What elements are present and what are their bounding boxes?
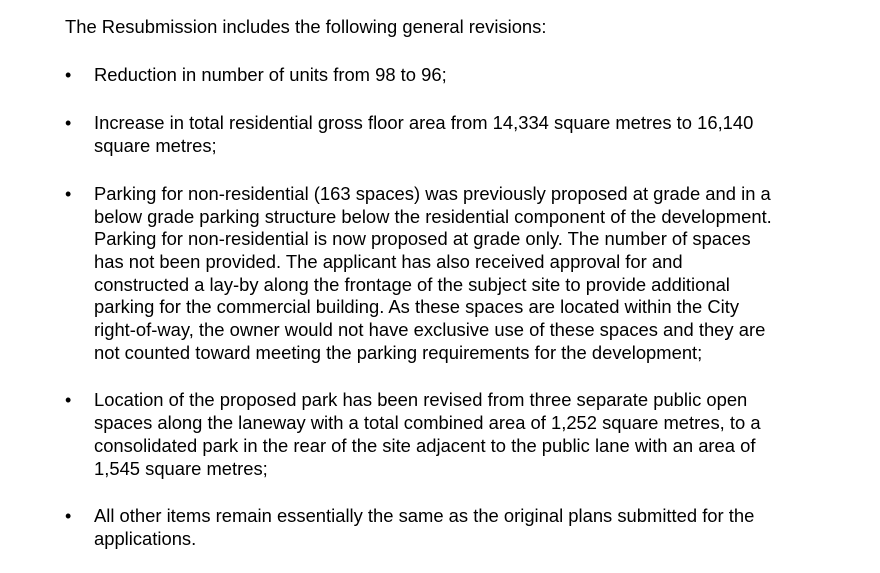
text-line: consolidated park in the rear of the site adjacent to the public lane with an area of — [94, 434, 756, 456]
list-item — [65, 505, 865, 550]
text-line: 1,545 square metres; — [94, 457, 268, 479]
list-item-text — [94, 64, 865, 87]
text-line: Parking for non-residential is now proposed at grade only. The number of spaces — [94, 228, 751, 250]
text-line: square metres; — [94, 135, 217, 157]
text-line: parking for the commercial building. As these spaces are located within the City — [94, 296, 740, 318]
text-line: not counted toward meeting the parking requirements for the development; — [94, 341, 703, 363]
list-item — [65, 64, 865, 87]
bullet-icon: • — [65, 113, 72, 134]
text-line: spaces along the laneway with a total combined area of 1,252 square metres, to a — [94, 412, 761, 434]
bullet-icon: • — [65, 183, 72, 204]
text-line: Reduction in number of units from 98 to 96; — [94, 63, 447, 85]
list-item-text — [94, 112, 865, 157]
list-item — [65, 112, 865, 157]
text-line: below grade parking structure below the residential component of the development. — [94, 205, 772, 227]
list-item-text — [94, 505, 865, 550]
text-line: constructed a lay-by along the frontage of the subject site to provide additional — [94, 273, 730, 295]
bullet-icon: • — [65, 506, 72, 527]
list-item-text — [94, 183, 865, 365]
bullet-icon: • — [65, 64, 72, 85]
list-item-text — [94, 389, 865, 480]
document-body — [65, 16, 865, 551]
bullet-icon: • — [65, 390, 72, 411]
text-line: Location of the proposed park has been revised from three separate public open — [94, 389, 748, 411]
text-line: has not been provided. The applicant has also received approval for and — [94, 250, 683, 272]
list-item — [65, 389, 865, 480]
intro-paragraph: The Resubmission includes the following general revisions: — [65, 16, 547, 37]
list-item — [65, 183, 865, 365]
text-line: Parking for non-residential (163 spaces) was previously proposed at grade and in a — [94, 182, 771, 204]
text-line: Increase in total residential gross floor area from 14,334 square metres to 16,140 — [94, 112, 754, 134]
revisions-list — [65, 64, 865, 551]
text-line: right-of-way, the owner would not have exclusive use of these spaces and they are — [94, 319, 766, 341]
text-line: applications. — [94, 527, 197, 549]
text-line: All other items remain essentially the same as the original plans submitted for the — [94, 505, 755, 527]
